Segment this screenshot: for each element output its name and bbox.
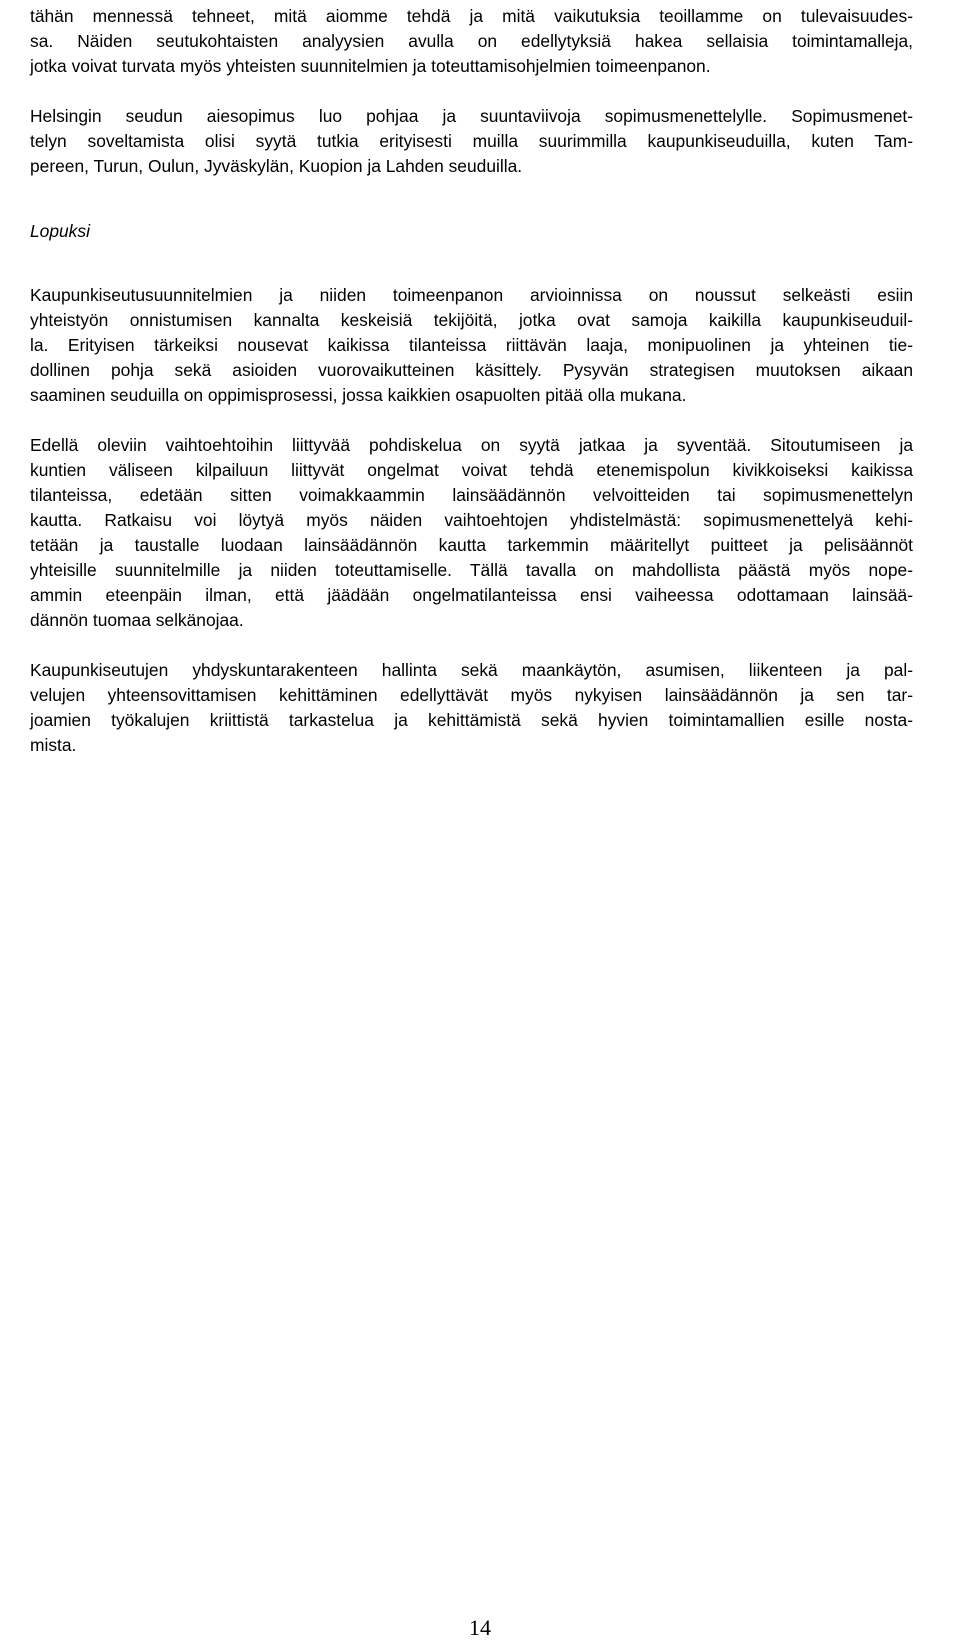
text-line: Kaupunkiseutusuunnitelmien ja niiden toimeenpanon arvioinnissa on noussut selkeästi esiin [30,285,913,305]
text-line: tetään ja taustalle luodaan lainsäädännön kautta tarkemmin määritellyt puitteet ja pelisäännöt [30,535,913,555]
text-line: mista. [30,735,77,755]
text-line: tilanteissa, edetään sitten voimakkaammin lainsäädännön velvoitteiden tai sopimusmenettelyn [30,485,913,505]
text-line: yhteisille suunnitelmille ja niiden toteuttamiselle. Tällä tavalla on mahdollista päästä myös nope- [30,560,913,580]
text-line: Edellä oleviin vaihtoehtoihin liittyvää pohdiskelua on syytä jatkaa ja syventää. Sitoutumiseen ja [30,435,913,455]
text-line: dollinen pohja sekä asioiden vuorovaikutteinen käsittely. Pysyvän strategisen muutoksen aikaan [30,360,913,380]
text-line: Kaupunkiseutujen yhdyskuntarakenteen hallinta sekä maankäytön, asumisen, liikenteen ja pal- [30,660,913,680]
text-line: telyn soveltamista olisi syytä tutkia erityisesti muilla suurimmilla kaupunkiseuduilla, kuten Tam- [30,131,913,151]
text-line: velujen yhteensovittamisen kehittäminen edellyttävät myös nykyisen lainsäädännön ja sen tar- [30,685,913,705]
text-line: tähän mennessä tehneet, mitä aiomme tehdä ja mitä vaikutuksia teoillamme on tulevaisuudes- [30,6,913,26]
text-line: yhteistyön onnistumisen kannalta keskeisiä tekijöitä, jotka ovat samoja kaikilla kaupunkiseuduil- [30,310,913,330]
text-line: jotka voivat turvata myös yhteisten suunnitelmien ja toteuttamisohjelmien toimeenpanon. [30,56,711,76]
text-line: la. Erityisen tärkeiksi nousevat kaikissa tilanteissa riittävän laaja, monipuolinen ja yhteinen tie- [30,335,913,355]
text-line: kautta. Ratkaisu voi löytyä myös näiden vaihtoehtojen yhdistelmästä: sopimusmenettelyä kehi- [30,510,913,530]
section-heading: Lopuksi [30,221,90,241]
page-number: 14 [469,1615,491,1640]
text-line: dännön tuomaa selkänojaa. [30,610,244,630]
text-line: Helsingin seudun aiesopimus luo pohjaa ja suuntaviivoja sopimusmenettelylle. Sopimusmenet- [30,106,913,126]
text-line: pereen, Turun, Oulun, Jyväskylän, Kuopion ja Lahden seuduilla. [30,156,523,176]
text-line: saaminen seuduilla on oppimisprosessi, jossa kaikkien osapuolten pitää olla mukana. [30,385,687,405]
text-line: sa. Näiden seutukohtaisten analyysien avulla on edellytyksiä hakea sellaisia toimintamalleja, [30,31,913,51]
text-line: ammin eteenpäin ilman, että jäädään ongelmatilanteissa ensi vaiheessa odottamaan lainsää- [30,585,913,605]
text-line: kuntien väliseen kilpailuun liittyvät ongelmat voivat tehdä etenemispolun kivikkoiseksi kaikissa [30,460,913,480]
text-line: joamien työkalujen kriittistä tarkastelua ja kehittämistä sekä hyvien toimintamallien esille nosta- [30,710,913,730]
